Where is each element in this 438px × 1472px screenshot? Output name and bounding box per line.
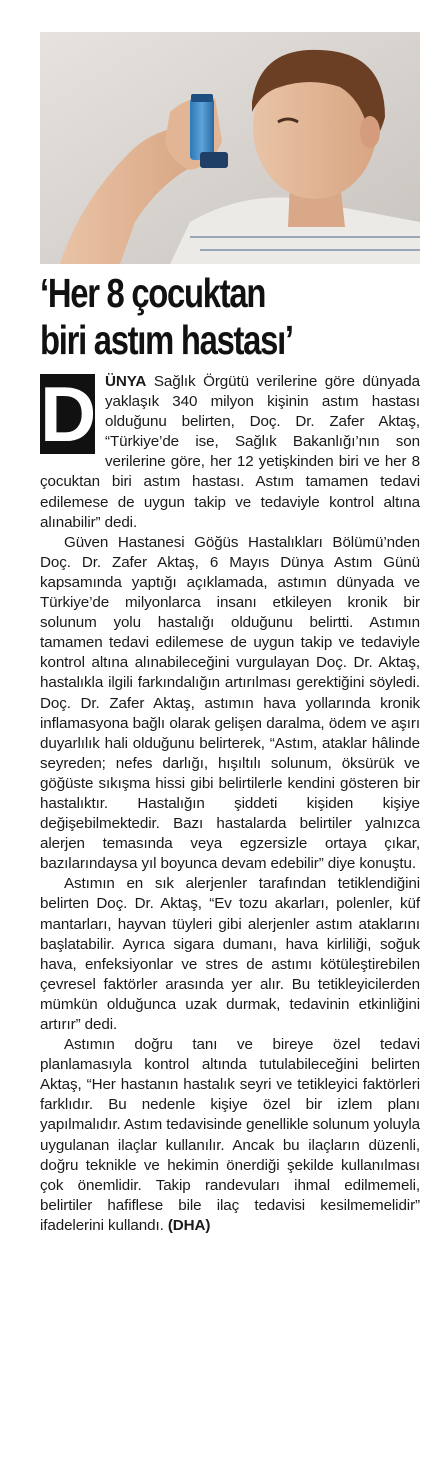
lead-word: ÜNYA — [105, 373, 147, 390]
paragraph-2: Güven Hastanesi Göğüs Hastalıkları Bölümü’nden Doç. Dr. Zafer Aktaş, 6 Mayıs Dünya Astım Günü kapsamında yaptığı açıklamada, astımın dünyada ve Türkiye’de milyonlarca insanı etkileyen kronik bir solunum yolu hastalığı olduğunu belirtti. Astımın tamamen tedavi edilemese de uygun takip ve tedaviyle kontrol altına alınabileceğini vurgulayan Doç. Dr. Aktaş, hastalıkla ilgili farkındalığın artırılması gerektiğini söyledi. Doç. Dr. Zafer Aktaş, astımın hava yollarında kronik inflamasyona bağlı olarak gelişen daralma, ödem ve aşırı duyarlılık hali olduğunu belirterek, “Astım, ataklar hâlinde seyreden; nefes darlığı, hışıltılı solunum, öksürük ve göğüste sıkışma hissi gibi belirtilerle kendini gösteren bir hastalıktır. Hastalığın şiddeti kişiden kişiye değişebilmektedir. Bazı hastalarda belirtiler yalnızca alerjen temasında veya egzersizle ortaya çıkar, bazılarındaysa yıl boyunca devam edebilir” diye konuştu. — [40, 533, 420, 873]
headline-line-2: biri astım hastası’ — [40, 317, 293, 363]
drop-cap: D — [40, 370, 97, 458]
paragraph-3: Astımın en sık alerjenler tarafından tetiklendiğini belirten Doç. Dr. Aktaş, “Ev tozu akarları, polenler, küf mantarları, hayvan tüyleri gibi alerjenler astım ataklarını başlatabilir. Ayrıca sigara dumanı, hava kirliliği, soğuk hava, enfeksiyonlar ve stres de astımı kötüleştirebilen çevresel faktörler arasında yer alır. Bu tetikleyicilerden mümkün olduğunca uzak durmak, tedavinin etkinliğini artırır” dedi. — [40, 875, 420, 1033]
paragraph-4-text: Astımın doğru tanı ve bireye özel tedavi planlamasıyla kontrol altında tutulabileceğini belirten Aktaş, “Her hastanın hastalık seyri ve tetikleyici faktörleri farklıdır. Bu nedenle kişiye özel bir izlem planı yapılmalıdır. Astım tedavisinde genellikle solunum yoluyla uygulanan ilaçlar kullanılır. Ancak bu ilaçların düzenli, doğru teknikle ve hekimin önerdiği şekilde kullanılması çok önemlidir. Takip randevuları ihmal edilmemeli, belirtiler hafiflese bile ilaç tedavisi kesilmemelidir” ifadelerini kullandı. — [40, 1036, 420, 1234]
child-inhaler-illustration — [40, 32, 420, 264]
paragraph-1-text: Sağlık Örgütü verilerine göre dünyada yaklaşık 340 milyon kişinin astım hastası olduğunu belirten, Doç. Dr. Zafer Aktaş, “Türkiye’de ise, Sağlık Bakanlığı’nın son verilerine göre, her 12 yetişkinden biri ve her 8 çocuktan biri astım hastası. Astım tamamen tedavi edilemese de uygun takip ve tedaviyle kontrol altına alınabilir” dedi. — [40, 373, 420, 531]
article-headline — [40, 270, 352, 364]
paragraph-4 — [40, 1035, 420, 1236]
headline-line-1: ‘Her 8 çocuktan — [40, 270, 266, 316]
article-photo-child-using-inhaler — [40, 32, 420, 264]
source-credit: (DHA) — [167, 1216, 211, 1234]
paragraph-1 — [40, 372, 420, 533]
article-body — [40, 372, 420, 1236]
